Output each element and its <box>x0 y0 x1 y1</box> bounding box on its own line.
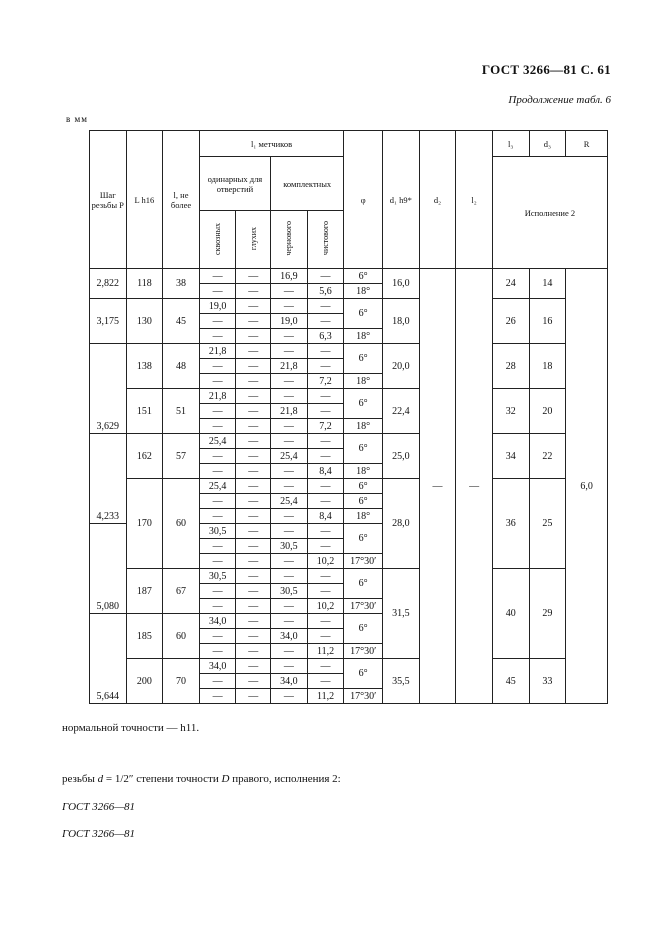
header-l2: l₂ <box>456 131 493 269</box>
cell-c2: — <box>236 299 271 314</box>
cell-phi: 6° <box>344 389 383 419</box>
cell-phi: 18° <box>344 374 383 389</box>
header-l: l, не более <box>163 131 200 269</box>
cell-c2: — <box>236 494 271 509</box>
cell-c3: 34,0 <box>271 629 308 644</box>
page-header: ГОСТ 3266—81 С. 61 <box>481 62 611 77</box>
cell-phi: 6° <box>344 494 383 509</box>
cell-c1: — <box>199 374 236 389</box>
cell-l3: 40 <box>492 569 529 659</box>
cell-c2: — <box>236 509 271 524</box>
left-margin-cell <box>63 344 89 359</box>
left-margin-cell <box>63 404 89 419</box>
left-margin-cell <box>63 494 89 509</box>
left-margin-cell <box>63 479 89 494</box>
left-margin-cell <box>63 569 89 584</box>
cell-d3: 14 <box>529 269 566 299</box>
cell-c1: — <box>199 449 236 464</box>
cell-d3: 22 <box>529 434 566 479</box>
cell-L: 118 <box>126 269 163 299</box>
cell-c1: — <box>199 359 236 374</box>
cell-l3: 24 <box>492 269 529 299</box>
cell-c1: — <box>199 539 236 554</box>
cell-c4: — <box>307 479 344 494</box>
header-rough: чернового <box>271 211 308 269</box>
cell-c4: 10,2 <box>307 599 344 614</box>
cell-c1: — <box>199 329 236 344</box>
cell-pitch: 5,080 <box>89 524 126 614</box>
cell-c4: — <box>307 584 344 599</box>
cell-c3: 21,8 <box>271 359 308 374</box>
header-l3: l₃ <box>492 131 529 157</box>
cell-c1: — <box>199 554 236 569</box>
cell-d1: 35,5 <box>383 659 420 704</box>
cell-d3: 20 <box>529 389 566 434</box>
left-margin-cell <box>63 659 89 674</box>
cell-d1: 25,0 <box>383 434 420 479</box>
table-row <box>63 434 608 449</box>
cell-pitch: 2,822 <box>89 269 126 299</box>
cell-c3: — <box>271 689 308 704</box>
cell-l3: 32 <box>492 389 529 434</box>
table-continuation-label: Продолжение табл. 6 <box>508 94 611 106</box>
cell-c1: 25,4 <box>199 479 236 494</box>
left-margin-cell <box>63 614 89 629</box>
cell-c2: — <box>236 524 271 539</box>
cell-c3: — <box>271 284 308 299</box>
cell-c4: — <box>307 449 344 464</box>
cell-l: 51 <box>163 389 200 434</box>
cell-c3: — <box>271 434 308 449</box>
cell-c3: 34,0 <box>271 674 308 689</box>
cell-L: 200 <box>126 659 163 704</box>
cell-c1: 25,4 <box>199 434 236 449</box>
footnote-thread: резьбы d = 1/2″ степени точности D правого, исполнения 2: <box>62 773 341 785</box>
cell-phi: 6° <box>344 269 383 284</box>
cell-c1: 30,5 <box>199 569 236 584</box>
left-margin-cell <box>63 389 89 404</box>
cell-l3: 28 <box>492 344 529 389</box>
cell-c2: — <box>236 479 271 494</box>
cell-c1: — <box>199 419 236 434</box>
cell-c2: — <box>236 674 271 689</box>
cell-R: 6,0 <box>566 269 608 704</box>
cell-phi: 6° <box>344 524 383 554</box>
dimensions-table-container <box>63 130 608 704</box>
cell-phi: 6° <box>344 479 383 494</box>
cell-c2: — <box>236 539 271 554</box>
left-margin-cell <box>63 464 89 479</box>
cell-d1: 20,0 <box>383 344 420 389</box>
cell-d1: 22,4 <box>383 389 420 434</box>
cell-c1: — <box>199 494 236 509</box>
cell-c3: 25,4 <box>271 494 308 509</box>
cell-phi: 6° <box>344 434 383 464</box>
left-margin-cell <box>63 269 89 284</box>
header-variant: Исполнение 2 <box>492 157 607 269</box>
cell-c3: — <box>271 524 308 539</box>
cell-d3: 33 <box>529 659 566 704</box>
cell-phi: 18° <box>344 329 383 344</box>
cell-L: 187 <box>126 569 163 614</box>
table-body <box>63 269 608 704</box>
cell-c2: — <box>236 584 271 599</box>
cell-c4: 6,3 <box>307 329 344 344</box>
cell-l: 60 <box>163 479 200 569</box>
units-label: в мм <box>66 114 88 124</box>
cell-pitch: 3,629 <box>89 344 126 434</box>
cell-c2: — <box>236 434 271 449</box>
cell-c3: — <box>271 599 308 614</box>
cell-L: 151 <box>126 389 163 434</box>
header-d2: d₂ <box>419 131 456 269</box>
cell-c1: — <box>199 314 236 329</box>
cell-c3: 19,0 <box>271 314 308 329</box>
table-row <box>63 299 608 314</box>
cell-c4: — <box>307 344 344 359</box>
header-through: сквозных <box>199 211 236 269</box>
cell-phi: 17°30′ <box>344 689 383 704</box>
cell-c2: — <box>236 284 271 299</box>
cell-c3: — <box>271 329 308 344</box>
cell-phi: 18° <box>344 284 383 299</box>
cell-c3: — <box>271 569 308 584</box>
cell-c4: — <box>307 359 344 374</box>
cell-c4: 7,2 <box>307 419 344 434</box>
left-margin-cell <box>63 419 89 434</box>
left-margin-cell <box>63 629 89 644</box>
cell-c2: — <box>236 644 271 659</box>
header-d3: d₃ <box>529 131 566 157</box>
cell-pitch: 4,233 <box>89 434 126 524</box>
cell-c3: 21,8 <box>271 404 308 419</box>
cell-pitch: 5,644 <box>89 614 126 704</box>
cell-c4: — <box>307 539 344 554</box>
cell-phi: 17°30′ <box>344 644 383 659</box>
left-margin-cell <box>63 329 89 344</box>
cell-l3: 34 <box>492 434 529 479</box>
cell-c3: — <box>271 614 308 629</box>
cell-c1: — <box>199 689 236 704</box>
cell-c4: — <box>307 494 344 509</box>
table-row <box>63 389 608 404</box>
cell-c2: — <box>236 629 271 644</box>
cell-d3: 18 <box>529 344 566 389</box>
cell-c1: — <box>199 599 236 614</box>
cell-c1: — <box>199 644 236 659</box>
left-margin-cell <box>63 674 89 689</box>
cell-c2: — <box>236 569 271 584</box>
cell-l: 60 <box>163 614 200 659</box>
left-margin-cell <box>63 524 89 539</box>
cell-c2: — <box>236 464 271 479</box>
footnote-tolerance: нормальной точности — h11. <box>62 722 200 734</box>
left-margin-cell <box>63 599 89 614</box>
cell-c1: 21,8 <box>199 389 236 404</box>
cell-c3: 25,4 <box>271 449 308 464</box>
cell-c2: — <box>236 359 271 374</box>
cell-c2: — <box>236 314 271 329</box>
left-margin-cell <box>63 509 89 524</box>
cell-L: 185 <box>126 614 163 659</box>
cell-c2: — <box>236 599 271 614</box>
cell-c3: 30,5 <box>271 539 308 554</box>
left-margin-cell <box>63 584 89 599</box>
header-l1-group: l₁ метчиков <box>199 131 344 157</box>
cell-d1: 18,0 <box>383 299 420 344</box>
cell-l2: — <box>456 269 493 704</box>
cell-c3: — <box>271 419 308 434</box>
cell-c3: — <box>271 509 308 524</box>
cell-phi: 18° <box>344 464 383 479</box>
cell-c3: 16,9 <box>271 269 308 284</box>
header-phi: φ <box>344 131 383 269</box>
cell-l: 67 <box>163 569 200 614</box>
cell-c1: — <box>199 284 236 299</box>
cell-c2: — <box>236 419 271 434</box>
cell-c1: 34,0 <box>199 659 236 674</box>
cell-c3: 30,5 <box>271 584 308 599</box>
header-blind: глухих <box>236 211 271 269</box>
cell-phi: 17°30′ <box>344 599 383 614</box>
left-margin-cell <box>63 299 89 314</box>
cell-c2: — <box>236 689 271 704</box>
header-R: R <box>566 131 608 157</box>
cell-c2: — <box>236 554 271 569</box>
left-margin-cell <box>63 374 89 389</box>
table-row <box>63 569 608 584</box>
cell-c3: — <box>271 464 308 479</box>
left-margin-cell <box>63 314 89 329</box>
cell-c4: — <box>307 614 344 629</box>
cell-phi: 6° <box>344 299 383 329</box>
cell-c4: 11,2 <box>307 689 344 704</box>
cell-c4: — <box>307 269 344 284</box>
cell-c2: — <box>236 344 271 359</box>
cell-c1: — <box>199 509 236 524</box>
cell-d1: 16,0 <box>383 269 420 299</box>
table-row <box>63 269 608 284</box>
cell-c1: 30,5 <box>199 524 236 539</box>
left-margin-cell <box>63 554 89 569</box>
cell-c3: — <box>271 299 308 314</box>
cell-c1: 21,8 <box>199 344 236 359</box>
table-row <box>63 479 608 494</box>
cell-c3: — <box>271 374 308 389</box>
left-margin-cell <box>63 284 89 299</box>
header-d1: d₁ h9* <box>383 131 420 269</box>
header-sets: комплектных <box>271 157 344 211</box>
header-finish: чистового <box>307 211 344 269</box>
table-row <box>63 344 608 359</box>
cell-d1: 31,5 <box>383 569 420 659</box>
cell-c1: 19,0 <box>199 299 236 314</box>
cell-phi: 6° <box>344 614 383 644</box>
cell-c4: 5,6 <box>307 284 344 299</box>
cell-l: 38 <box>163 269 200 299</box>
dimensions-table <box>63 130 608 704</box>
cell-c4: — <box>307 569 344 584</box>
cell-c4: — <box>307 674 344 689</box>
cell-c4: — <box>307 524 344 539</box>
left-margin-cell <box>63 689 89 704</box>
cell-c2: — <box>236 659 271 674</box>
cell-c3: — <box>271 389 308 404</box>
cell-c4: 10,2 <box>307 554 344 569</box>
cell-c4: — <box>307 299 344 314</box>
cell-phi: 18° <box>344 419 383 434</box>
cell-c4: — <box>307 389 344 404</box>
header-pitch: Шаг резьбы P <box>89 131 126 269</box>
cell-c4: — <box>307 314 344 329</box>
cell-c1: 34,0 <box>199 614 236 629</box>
left-margin-cell <box>63 644 89 659</box>
cell-c3: — <box>271 344 308 359</box>
left-margin-cell <box>63 131 89 269</box>
cell-l3: 36 <box>492 479 529 569</box>
cell-c3: — <box>271 554 308 569</box>
left-margin-cell <box>63 539 89 554</box>
header-single: одинарных для отверстий <box>199 157 270 211</box>
cell-d2: — <box>419 269 456 704</box>
cell-d3: 16 <box>529 299 566 344</box>
cell-c4: 8,4 <box>307 509 344 524</box>
footnote-gost-2: ГОСТ 3266—81 <box>62 828 136 840</box>
cell-l3: 45 <box>492 659 529 704</box>
cell-c4: — <box>307 659 344 674</box>
cell-c4: 7,2 <box>307 374 344 389</box>
cell-c4: — <box>307 434 344 449</box>
cell-c2: — <box>236 389 271 404</box>
cell-c2: — <box>236 614 271 629</box>
cell-c2: — <box>236 449 271 464</box>
left-margin-cell <box>63 359 89 374</box>
cell-l3: 26 <box>492 299 529 344</box>
cell-c2: — <box>236 404 271 419</box>
cell-c4: — <box>307 404 344 419</box>
cell-c2: — <box>236 329 271 344</box>
cell-l: 45 <box>163 299 200 344</box>
footnote-gost-1: ГОСТ 3266—81 <box>62 801 136 813</box>
cell-phi: 6° <box>344 344 383 374</box>
cell-L: 130 <box>126 299 163 344</box>
header-L: L h16 <box>126 131 163 269</box>
cell-c1: — <box>199 464 236 479</box>
cell-c1: — <box>199 404 236 419</box>
cell-phi: 6° <box>344 659 383 689</box>
cell-c1: — <box>199 629 236 644</box>
cell-phi: 18° <box>344 509 383 524</box>
cell-c2: — <box>236 269 271 284</box>
cell-c4: — <box>307 629 344 644</box>
cell-c3: — <box>271 659 308 674</box>
cell-c2: — <box>236 374 271 389</box>
cell-c3: — <box>271 644 308 659</box>
cell-c1: — <box>199 674 236 689</box>
cell-d3: 29 <box>529 569 566 659</box>
left-margin-cell <box>63 449 89 464</box>
cell-c1: — <box>199 269 236 284</box>
cell-c3: — <box>271 479 308 494</box>
cell-d1: 28,0 <box>383 479 420 569</box>
cell-d3: 25 <box>529 479 566 569</box>
cell-l: 57 <box>163 434 200 479</box>
cell-l: 70 <box>163 659 200 704</box>
cell-c1: — <box>199 584 236 599</box>
cell-L: 170 <box>126 479 163 569</box>
cell-c4: 11,2 <box>307 644 344 659</box>
table-row <box>63 659 608 674</box>
cell-L: 138 <box>126 344 163 389</box>
cell-c4: 8,4 <box>307 464 344 479</box>
left-margin-cell <box>63 434 89 449</box>
cell-phi: 17°30′ <box>344 554 383 569</box>
cell-l: 48 <box>163 344 200 389</box>
cell-phi: 6° <box>344 569 383 599</box>
cell-pitch: 3,175 <box>89 299 126 344</box>
cell-L: 162 <box>126 434 163 479</box>
